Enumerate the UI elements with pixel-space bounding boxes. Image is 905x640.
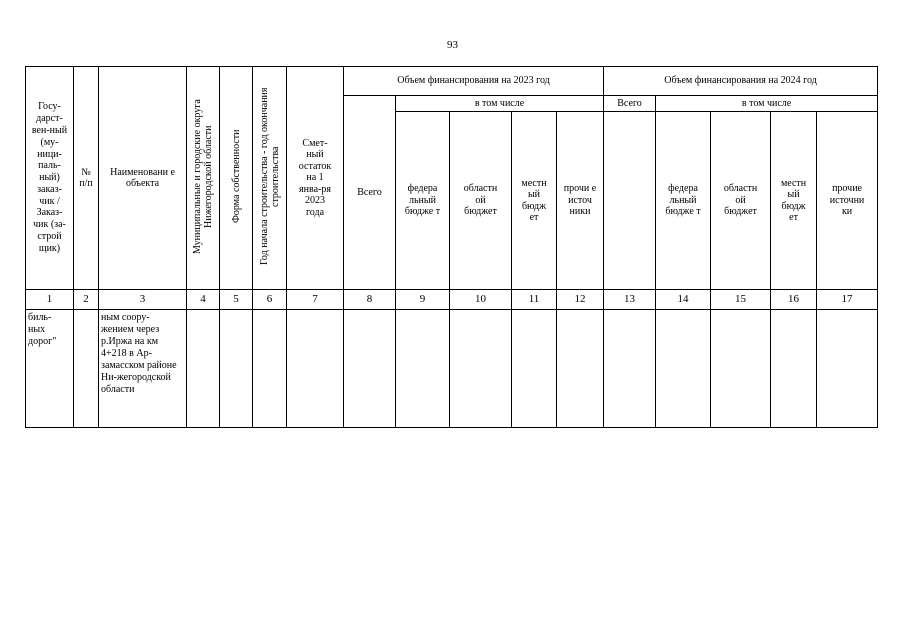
- column-number: 6: [253, 290, 287, 310]
- column-number: 5: [220, 290, 253, 310]
- header-number: № п/п: [74, 67, 99, 290]
- row-total-2023: [344, 310, 396, 428]
- column-number: 3: [99, 290, 187, 310]
- header-remainder: Смет-ный остаток на 1 янва-ря 2023 года: [287, 67, 344, 290]
- column-number: 16: [771, 290, 817, 310]
- column-number: 8: [344, 290, 396, 310]
- header-regional-2024: областн ой бюджет: [711, 112, 771, 290]
- header-including-2023: в том числе: [396, 96, 604, 112]
- column-number: 13: [604, 290, 656, 310]
- row-local-2023: [512, 310, 557, 428]
- header-other-2023: прочи е источ ники: [557, 112, 604, 290]
- header-federal-2024: федера льный бюдже т: [656, 112, 711, 290]
- column-number: 17: [817, 290, 878, 310]
- header-years: Год начала строительства - год окончания строительства: [253, 67, 287, 290]
- row-total-2024: [604, 310, 656, 428]
- header-ownership: Форма собственности: [220, 67, 253, 290]
- column-number: 2: [74, 290, 99, 310]
- header-including-2024: в том числе: [656, 96, 878, 112]
- column-number: 1: [26, 290, 74, 310]
- column-number: 11: [512, 290, 557, 310]
- financing-table: [25, 66, 878, 428]
- column-number: 14: [656, 290, 711, 310]
- row-regional-2023: [450, 310, 512, 428]
- header-financing-2024: Объем финансирования на 2024 год: [604, 67, 878, 96]
- column-number: 12: [557, 290, 604, 310]
- column-number: 7: [287, 290, 344, 310]
- header-financing-2023: Объем финансирования на 2023 год: [344, 67, 604, 96]
- header-regional-2023: областн ой бюджет: [450, 112, 512, 290]
- header-total-2023: Всего: [344, 96, 396, 290]
- row-other-2023: [557, 310, 604, 428]
- row-object-name: ным соору-жением через р.Иржа на км 4+218 в Ар-замасском районе Ни-жегородской области: [99, 310, 187, 428]
- row-other-2024: [817, 310, 878, 428]
- column-number: 10: [450, 290, 512, 310]
- header-total-2024-cell: [604, 112, 656, 290]
- header-total-2024: Всего: [604, 96, 656, 112]
- row-federal-2023: [396, 310, 450, 428]
- header-districts: Муниципальные и городские округа Нижегородской области: [187, 67, 220, 290]
- row-remainder: [287, 310, 344, 428]
- header-customer: Госу-дарст-вен-ный (му-ници-паль-ный) заказ-чик / Заказ-чик (за-строй щик): [26, 67, 74, 290]
- column-number: 15: [711, 290, 771, 310]
- column-number: 4: [187, 290, 220, 310]
- row-local-2024: [771, 310, 817, 428]
- header-local-2024: местн ый бюдж ет: [771, 112, 817, 290]
- row-regional-2024: [711, 310, 771, 428]
- row-districts: [187, 310, 220, 428]
- header-other-2024: прочие источни ки: [817, 112, 878, 290]
- row-years: [253, 310, 287, 428]
- header-object-name: Наименовани е объекта: [99, 67, 187, 290]
- row-customer: биль-ных дорог": [26, 310, 74, 428]
- column-numbers-row: [26, 290, 878, 310]
- row-ownership: [220, 310, 253, 428]
- header-federal-2023: федера льный бюдже т: [396, 112, 450, 290]
- row-federal-2024: [656, 310, 711, 428]
- column-number: 9: [396, 290, 450, 310]
- row-number: [74, 310, 99, 428]
- table-row: [26, 310, 878, 428]
- header-local-2023: местн ый бюдж ет: [512, 112, 557, 290]
- page-number: 93: [447, 39, 458, 51]
